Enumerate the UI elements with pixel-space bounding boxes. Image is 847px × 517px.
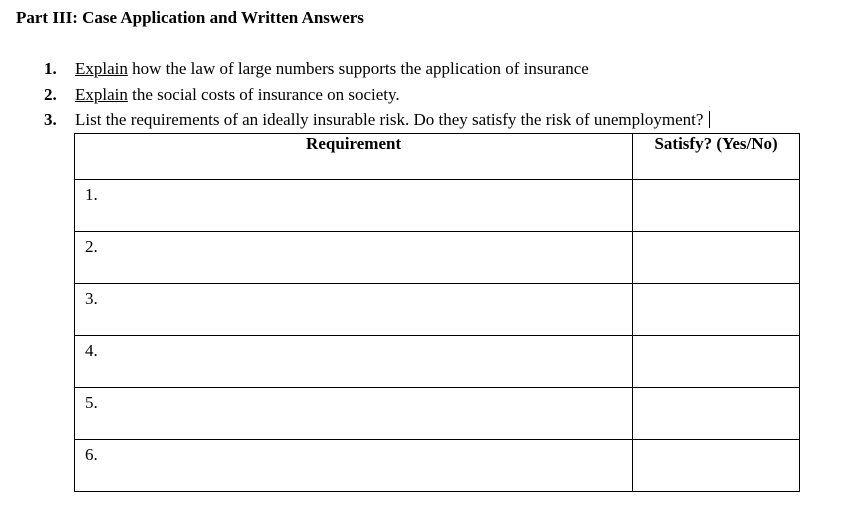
explain-keyword: Explain: [75, 85, 128, 104]
text-cursor: [709, 111, 710, 128]
question-3[interactable]: [44, 110, 710, 130]
question-2: [44, 85, 400, 105]
requirement-cell[interactable]: 6.: [75, 440, 633, 492]
requirement-cell[interactable]: 4.: [75, 336, 633, 388]
table-row: [75, 388, 800, 440]
section-heading: Part III: Case Application and Written Answers: [16, 8, 364, 27]
satisfy-cell[interactable]: [633, 388, 800, 440]
satisfy-cell[interactable]: [633, 336, 800, 388]
question-text: List the requirements of an ideally insurable risk. Do they satisfy the risk of unemployment?: [75, 110, 704, 129]
satisfy-cell[interactable]: [633, 180, 800, 232]
question-number: 1.: [44, 59, 57, 78]
satisfy-cell[interactable]: [633, 232, 800, 284]
requirement-cell[interactable]: 2.: [75, 232, 633, 284]
requirement-cell[interactable]: 5.: [75, 388, 633, 440]
table-row: [75, 284, 800, 336]
table-header-row: [75, 134, 800, 180]
question-text: how the law of large numbers supports the application of insurance: [132, 59, 589, 78]
requirement-column-header: Requirement: [75, 134, 633, 180]
requirements-table: [74, 133, 800, 492]
satisfy-cell[interactable]: [633, 284, 800, 336]
question-1: [44, 59, 589, 79]
explain-keyword: Explain: [75, 59, 128, 78]
table-row: [75, 180, 800, 232]
table-row: [75, 232, 800, 284]
requirement-cell[interactable]: 3.: [75, 284, 633, 336]
requirement-cell[interactable]: 1.: [75, 180, 633, 232]
question-number: 2.: [44, 85, 57, 104]
question-number: 3.: [44, 110, 57, 129]
question-text: the social costs of insurance on society.: [132, 85, 400, 104]
satisfy-cell[interactable]: [633, 440, 800, 492]
table-row: [75, 440, 800, 492]
table-row: [75, 336, 800, 388]
satisfy-column-header: Satisfy? (Yes/No): [633, 134, 800, 180]
